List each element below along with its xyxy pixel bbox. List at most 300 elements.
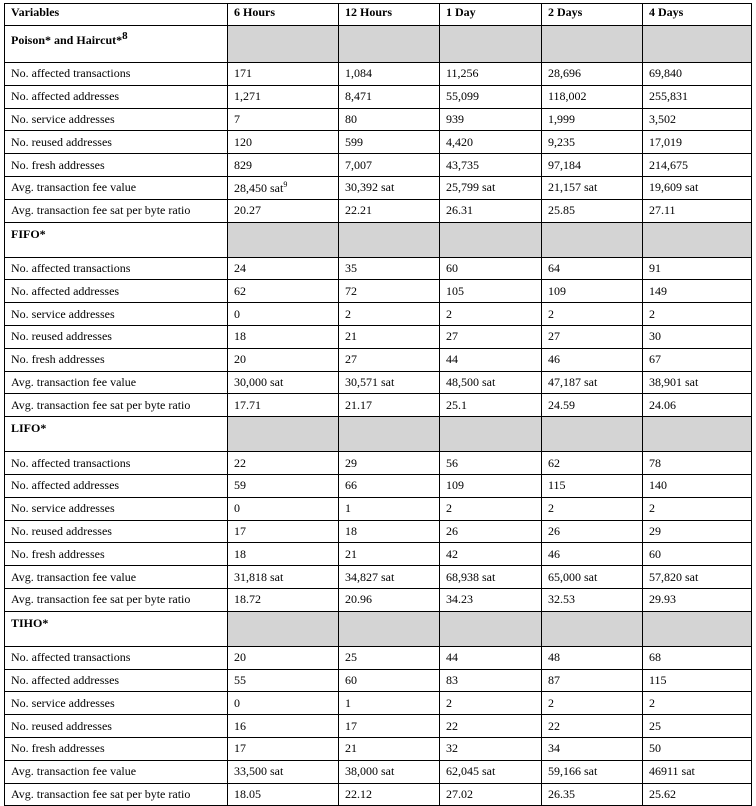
- table-cell: [228, 63, 339, 86]
- table-cell: [228, 737, 339, 760]
- table-cell: [643, 543, 752, 566]
- table-cell: [228, 394, 339, 417]
- table-cell: [542, 108, 643, 131]
- table-row: [5, 199, 752, 222]
- group-shaded-cell: [339, 222, 440, 257]
- table-row: [5, 669, 752, 692]
- variable-label: [5, 760, 228, 783]
- table-cell: [440, 692, 542, 715]
- table-cell: [643, 783, 752, 806]
- cell-text: 25: [345, 650, 357, 665]
- group-title-text: LIFO*: [11, 421, 47, 436]
- cell-text: No. affected addresses: [11, 672, 120, 687]
- variable-label: [5, 176, 228, 199]
- cell-text: 59: [234, 478, 246, 493]
- variable-label: [5, 692, 228, 715]
- cell-text: 18: [345, 523, 357, 538]
- group-title: [5, 417, 228, 452]
- cell-text: No. affected transactions: [11, 260, 131, 275]
- cell-text: 83: [446, 672, 458, 687]
- cell-text: 1,999: [548, 111, 575, 126]
- table-cell: [339, 520, 440, 543]
- cell-text: 47,187 sat: [548, 374, 598, 389]
- cell-text: 1,084: [345, 66, 372, 81]
- group-shaded-cell: [440, 222, 542, 257]
- header-4-days: 4 Days: [643, 4, 752, 26]
- cell-text: 59,166 sat: [548, 764, 598, 779]
- cell-text: 17.71: [234, 397, 261, 412]
- table-body: [5, 26, 752, 806]
- table-cell: [228, 692, 339, 715]
- table-row: [5, 692, 752, 715]
- table-cell: [440, 303, 542, 326]
- table-cell: [542, 452, 643, 475]
- table-cell: [440, 452, 542, 475]
- variable-label: [5, 371, 228, 394]
- table-cell: [643, 257, 752, 280]
- table-row: [5, 760, 752, 783]
- table-cell: [339, 760, 440, 783]
- table-cell: [440, 715, 542, 738]
- group-shaded-cell: [440, 611, 542, 646]
- cell-text: 2: [649, 695, 655, 710]
- table-cell: [228, 669, 339, 692]
- cell-text: Avg. transaction fee value: [11, 764, 137, 779]
- variable-label: [5, 566, 228, 589]
- table-cell: [228, 646, 339, 669]
- cell-text: 80: [345, 111, 357, 126]
- table-cell: [339, 176, 440, 199]
- table-cell: [228, 371, 339, 394]
- cell-text: No. reused addresses: [11, 523, 112, 538]
- cell-text: 2: [548, 695, 554, 710]
- table-cell: [339, 131, 440, 154]
- cell-text: No. fresh addresses: [11, 352, 105, 367]
- table-cell: [339, 303, 440, 326]
- cell-text: 62: [234, 283, 246, 298]
- table-cell: [339, 85, 440, 108]
- cell-text: 109: [446, 478, 464, 493]
- group-shaded-cell: [643, 222, 752, 257]
- table-row: [5, 131, 752, 154]
- group-shaded-cell: [643, 611, 752, 646]
- table-cell: [643, 474, 752, 497]
- cell-text: 27.02: [446, 786, 473, 801]
- group-shaded-cell: [542, 26, 643, 63]
- cell-text: 9,235: [548, 134, 575, 149]
- cell-text: 38,000 sat: [345, 764, 395, 779]
- cell-text: 16: [234, 718, 246, 733]
- variable-label: [5, 85, 228, 108]
- table-cell: [643, 566, 752, 589]
- group-header-row: [5, 611, 752, 646]
- cell-text: 1: [345, 695, 351, 710]
- table-row: [5, 588, 752, 611]
- cell-text: 62: [548, 455, 560, 470]
- table-row: [5, 452, 752, 475]
- variable-label: [5, 588, 228, 611]
- cell-text: No. service addresses: [11, 695, 115, 710]
- group-shaded-cell: [228, 222, 339, 257]
- table-cell: [643, 108, 752, 131]
- cell-text: 28,450 sat: [234, 180, 284, 195]
- group-title-text: TIHO*: [11, 615, 49, 630]
- table-cell: [228, 199, 339, 222]
- table-cell: [643, 692, 752, 715]
- cell-text: 20: [234, 650, 246, 665]
- cell-text: 27: [446, 329, 458, 344]
- table-cell: [339, 783, 440, 806]
- cell-text: 30: [649, 329, 661, 344]
- cell-text: 67: [649, 352, 661, 367]
- table-cell: [228, 154, 339, 177]
- cell-text: 0: [234, 501, 240, 516]
- table-row: [5, 280, 752, 303]
- table-cell: [542, 257, 643, 280]
- table-cell: [542, 280, 643, 303]
- variable-label: [5, 520, 228, 543]
- cell-text: 8,471: [345, 89, 372, 104]
- group-shaded-cell: [440, 417, 542, 452]
- cell-text: No. affected transactions: [11, 455, 131, 470]
- cell-text: 21,157 sat: [548, 180, 598, 195]
- table-cell: [440, 646, 542, 669]
- cell-text: 29: [649, 523, 661, 538]
- table-cell: [228, 85, 339, 108]
- cell-text: 2: [446, 501, 452, 516]
- cell-text: 2: [446, 306, 452, 321]
- cell-text: 17: [345, 718, 357, 733]
- table-cell: [542, 348, 643, 371]
- cell-text: 26.31: [446, 203, 473, 218]
- cell-text: 26.35: [548, 786, 575, 801]
- table-row: [5, 520, 752, 543]
- group-shaded-cell: [228, 611, 339, 646]
- table-cell: [228, 257, 339, 280]
- table-cell: [228, 566, 339, 589]
- cell-text: 4,420: [446, 134, 473, 149]
- cell-text: 22: [446, 718, 458, 733]
- group-shaded-cell: [542, 222, 643, 257]
- table-cell: [339, 108, 440, 131]
- table-cell: [339, 154, 440, 177]
- table-cell: [440, 497, 542, 520]
- table-row: [5, 394, 752, 417]
- table-cell: [339, 452, 440, 475]
- group-shaded-cell: [542, 611, 643, 646]
- table-cell: [440, 108, 542, 131]
- variable-label: [5, 303, 228, 326]
- table-cell: [643, 394, 752, 417]
- table-cell: [643, 176, 752, 199]
- cell-text: 60: [446, 260, 458, 275]
- group-title: [5, 611, 228, 646]
- table-cell: [228, 176, 339, 199]
- table-cell: [339, 348, 440, 371]
- group-title: [5, 26, 228, 63]
- cell-text: 26: [548, 523, 560, 538]
- cell-text: 939: [446, 111, 464, 126]
- cell-text: 55: [234, 672, 246, 687]
- cell-text: No. fresh addresses: [11, 546, 105, 561]
- group-shaded-cell: [643, 26, 752, 63]
- cell-text: 105: [446, 283, 464, 298]
- cell-text: No. fresh addresses: [11, 741, 105, 756]
- table-cell: [440, 85, 542, 108]
- group-shaded-cell: [339, 611, 440, 646]
- table-cell: [542, 303, 643, 326]
- table-row: [5, 257, 752, 280]
- table-cell: [440, 520, 542, 543]
- cell-text: 118,002: [548, 89, 587, 104]
- cell-text: 60: [345, 672, 357, 687]
- cell-text: 17: [234, 741, 246, 756]
- cell-text: 56: [446, 455, 458, 470]
- cell-text: 829: [234, 157, 252, 172]
- table-row: [5, 108, 752, 131]
- header-variables: Variables: [5, 4, 228, 26]
- cell-text: 43,735: [446, 157, 479, 172]
- table-cell: [440, 588, 542, 611]
- cell-text: No. fresh addresses: [11, 157, 105, 172]
- cell-text: 7,007: [345, 157, 372, 172]
- cell-text: 0: [234, 695, 240, 710]
- table-cell: [228, 520, 339, 543]
- cell-text: 29: [345, 455, 357, 470]
- table-cell: [643, 303, 752, 326]
- cell-text: 29.93: [649, 592, 676, 607]
- table-cell: [339, 566, 440, 589]
- table-cell: [542, 497, 643, 520]
- table-cell: [440, 474, 542, 497]
- header-row: [5, 4, 752, 26]
- group-shaded-cell: [643, 417, 752, 452]
- cell-text: 42: [446, 546, 458, 561]
- table-cell: [643, 63, 752, 86]
- cell-text: 66: [345, 478, 357, 493]
- table-cell: [542, 85, 643, 108]
- cell-text: No. affected addresses: [11, 89, 120, 104]
- cell-text: 28,696: [548, 66, 581, 81]
- table-row: [5, 783, 752, 806]
- table-cell: [228, 543, 339, 566]
- variable-label: [5, 154, 228, 177]
- cell-text: Avg. transaction fee sat per byte ratio: [11, 786, 191, 801]
- table-cell: [643, 452, 752, 475]
- cell-text: 50: [649, 741, 661, 756]
- table-cell: [440, 348, 542, 371]
- cell-text: 72: [345, 283, 357, 298]
- table-cell: [440, 543, 542, 566]
- cell-text: 48: [548, 650, 560, 665]
- group-shaded-cell: [440, 26, 542, 63]
- cell-text: 21: [345, 741, 357, 756]
- table-cell: [339, 646, 440, 669]
- cell-text: No. affected addresses: [11, 478, 120, 493]
- table-cell: [542, 199, 643, 222]
- table-cell: [339, 394, 440, 417]
- variable-label: [5, 131, 228, 154]
- table-row: [5, 176, 752, 199]
- cell-text: No. reused addresses: [11, 329, 112, 344]
- table-cell: [542, 63, 643, 86]
- group-title-text: Poison* and Haircut*: [11, 33, 123, 47]
- table-cell: [643, 737, 752, 760]
- cell-text: 140: [649, 478, 667, 493]
- table-cell: [228, 715, 339, 738]
- cell-text: Avg. transaction fee sat per byte ratio: [11, 397, 191, 412]
- cell-text: 120: [234, 134, 252, 149]
- cell-text: 109: [548, 283, 566, 298]
- table-cell: [228, 452, 339, 475]
- table-cell: [542, 543, 643, 566]
- table-row: [5, 543, 752, 566]
- cell-text: 21: [345, 546, 357, 561]
- cell-text: Avg. transaction fee value: [11, 180, 137, 195]
- table-cell: [339, 257, 440, 280]
- cell-text: 97,184: [548, 157, 581, 172]
- table-row: [5, 715, 752, 738]
- table-cell: [542, 737, 643, 760]
- table-cell: [643, 199, 752, 222]
- table-row: [5, 85, 752, 108]
- table-cell: [643, 280, 752, 303]
- cell-text: 17,019: [649, 134, 682, 149]
- cell-text: 32.53: [548, 592, 575, 607]
- variable-label: [5, 715, 228, 738]
- cell-text: 65,000 sat: [548, 569, 598, 584]
- cell-text: No. reused addresses: [11, 718, 112, 733]
- cell-text: 30,571 sat: [345, 374, 395, 389]
- variable-label: [5, 63, 228, 86]
- table-row: [5, 303, 752, 326]
- cell-text: 64: [548, 260, 560, 275]
- footnote-marker: 9: [283, 179, 288, 189]
- cell-text: 20: [234, 352, 246, 367]
- table-cell: [542, 646, 643, 669]
- table-cell: [643, 520, 752, 543]
- cell-text: No. affected addresses: [11, 283, 120, 298]
- table-cell: [339, 325, 440, 348]
- table-cell: [542, 783, 643, 806]
- table-cell: [339, 63, 440, 86]
- table-cell: [440, 669, 542, 692]
- table-row: [5, 737, 752, 760]
- table-cell: [440, 280, 542, 303]
- group-title-text: FIFO*: [11, 226, 46, 241]
- cell-text: 1,271: [234, 89, 261, 104]
- group-title: [5, 222, 228, 257]
- cell-text: 25.1: [446, 397, 467, 412]
- cell-text: 2: [649, 306, 655, 321]
- cell-text: 115: [649, 672, 667, 687]
- table-cell: [440, 371, 542, 394]
- variable-label: [5, 497, 228, 520]
- table-cell: [542, 474, 643, 497]
- cell-text: Avg. transaction fee value: [11, 374, 137, 389]
- cell-text: 0: [234, 306, 240, 321]
- cell-text: 26: [446, 523, 458, 538]
- variable-label: [5, 669, 228, 692]
- variable-label: [5, 737, 228, 760]
- table-cell: [440, 783, 542, 806]
- cell-text: 22: [234, 455, 246, 470]
- cell-text: 34: [548, 741, 560, 756]
- cell-text: 18: [234, 546, 246, 561]
- results-table: [4, 3, 752, 806]
- table-cell: [440, 737, 542, 760]
- cell-text: 2: [345, 306, 351, 321]
- cell-text: 78: [649, 455, 661, 470]
- cell-text: 33,500 sat: [234, 764, 284, 779]
- table-cell: [643, 131, 752, 154]
- group-shaded-cell: [228, 26, 339, 63]
- table-cell: [339, 692, 440, 715]
- table-cell: [440, 566, 542, 589]
- cell-text: 25.85: [548, 203, 575, 218]
- cell-text: 31,818 sat: [234, 569, 284, 584]
- table-cell: [643, 760, 752, 783]
- table-cell: [542, 325, 643, 348]
- table-cell: [440, 325, 542, 348]
- cell-text: 21.17: [345, 397, 372, 412]
- cell-text: 19,609 sat: [649, 180, 699, 195]
- variable-label: [5, 646, 228, 669]
- table-cell: [542, 154, 643, 177]
- cell-text: 171: [234, 66, 252, 81]
- cell-text: 27: [345, 352, 357, 367]
- cell-text: 68: [649, 650, 661, 665]
- cell-text: 20.96: [345, 592, 372, 607]
- variable-label: [5, 783, 228, 806]
- footnote-marker: 8: [122, 30, 128, 42]
- table-cell: [228, 325, 339, 348]
- cell-text: No. service addresses: [11, 111, 115, 126]
- cell-text: Avg. transaction fee sat per byte ratio: [11, 203, 191, 218]
- table-cell: [228, 588, 339, 611]
- variable-label: [5, 280, 228, 303]
- table-cell: [339, 474, 440, 497]
- table-cell: [542, 588, 643, 611]
- cell-text: 35: [345, 260, 357, 275]
- cell-text: Avg. transaction fee value: [11, 569, 137, 584]
- table-cell: [440, 176, 542, 199]
- cell-text: 30,000 sat: [234, 374, 284, 389]
- cell-text: 38,901 sat: [649, 374, 699, 389]
- table-cell: [228, 348, 339, 371]
- variable-label: [5, 325, 228, 348]
- cell-text: 22.12: [345, 786, 372, 801]
- variable-label: [5, 108, 228, 131]
- cell-text: 3,502: [649, 111, 676, 126]
- cell-text: 24.59: [548, 397, 575, 412]
- cell-text: 62,045 sat: [446, 764, 496, 779]
- variable-label: [5, 474, 228, 497]
- cell-text: 25: [649, 718, 661, 733]
- variable-label: [5, 257, 228, 280]
- cell-text: 46: [548, 546, 560, 561]
- cell-text: 18: [234, 329, 246, 344]
- cell-text: 149: [649, 283, 667, 298]
- cell-text: 24: [234, 260, 246, 275]
- table-cell: [643, 646, 752, 669]
- table-cell: [339, 543, 440, 566]
- cell-text: No. service addresses: [11, 501, 115, 516]
- cell-text: 30,392 sat: [345, 180, 395, 195]
- cell-text: No. affected transactions: [11, 650, 131, 665]
- table-cell: [542, 669, 643, 692]
- table-cell: [542, 394, 643, 417]
